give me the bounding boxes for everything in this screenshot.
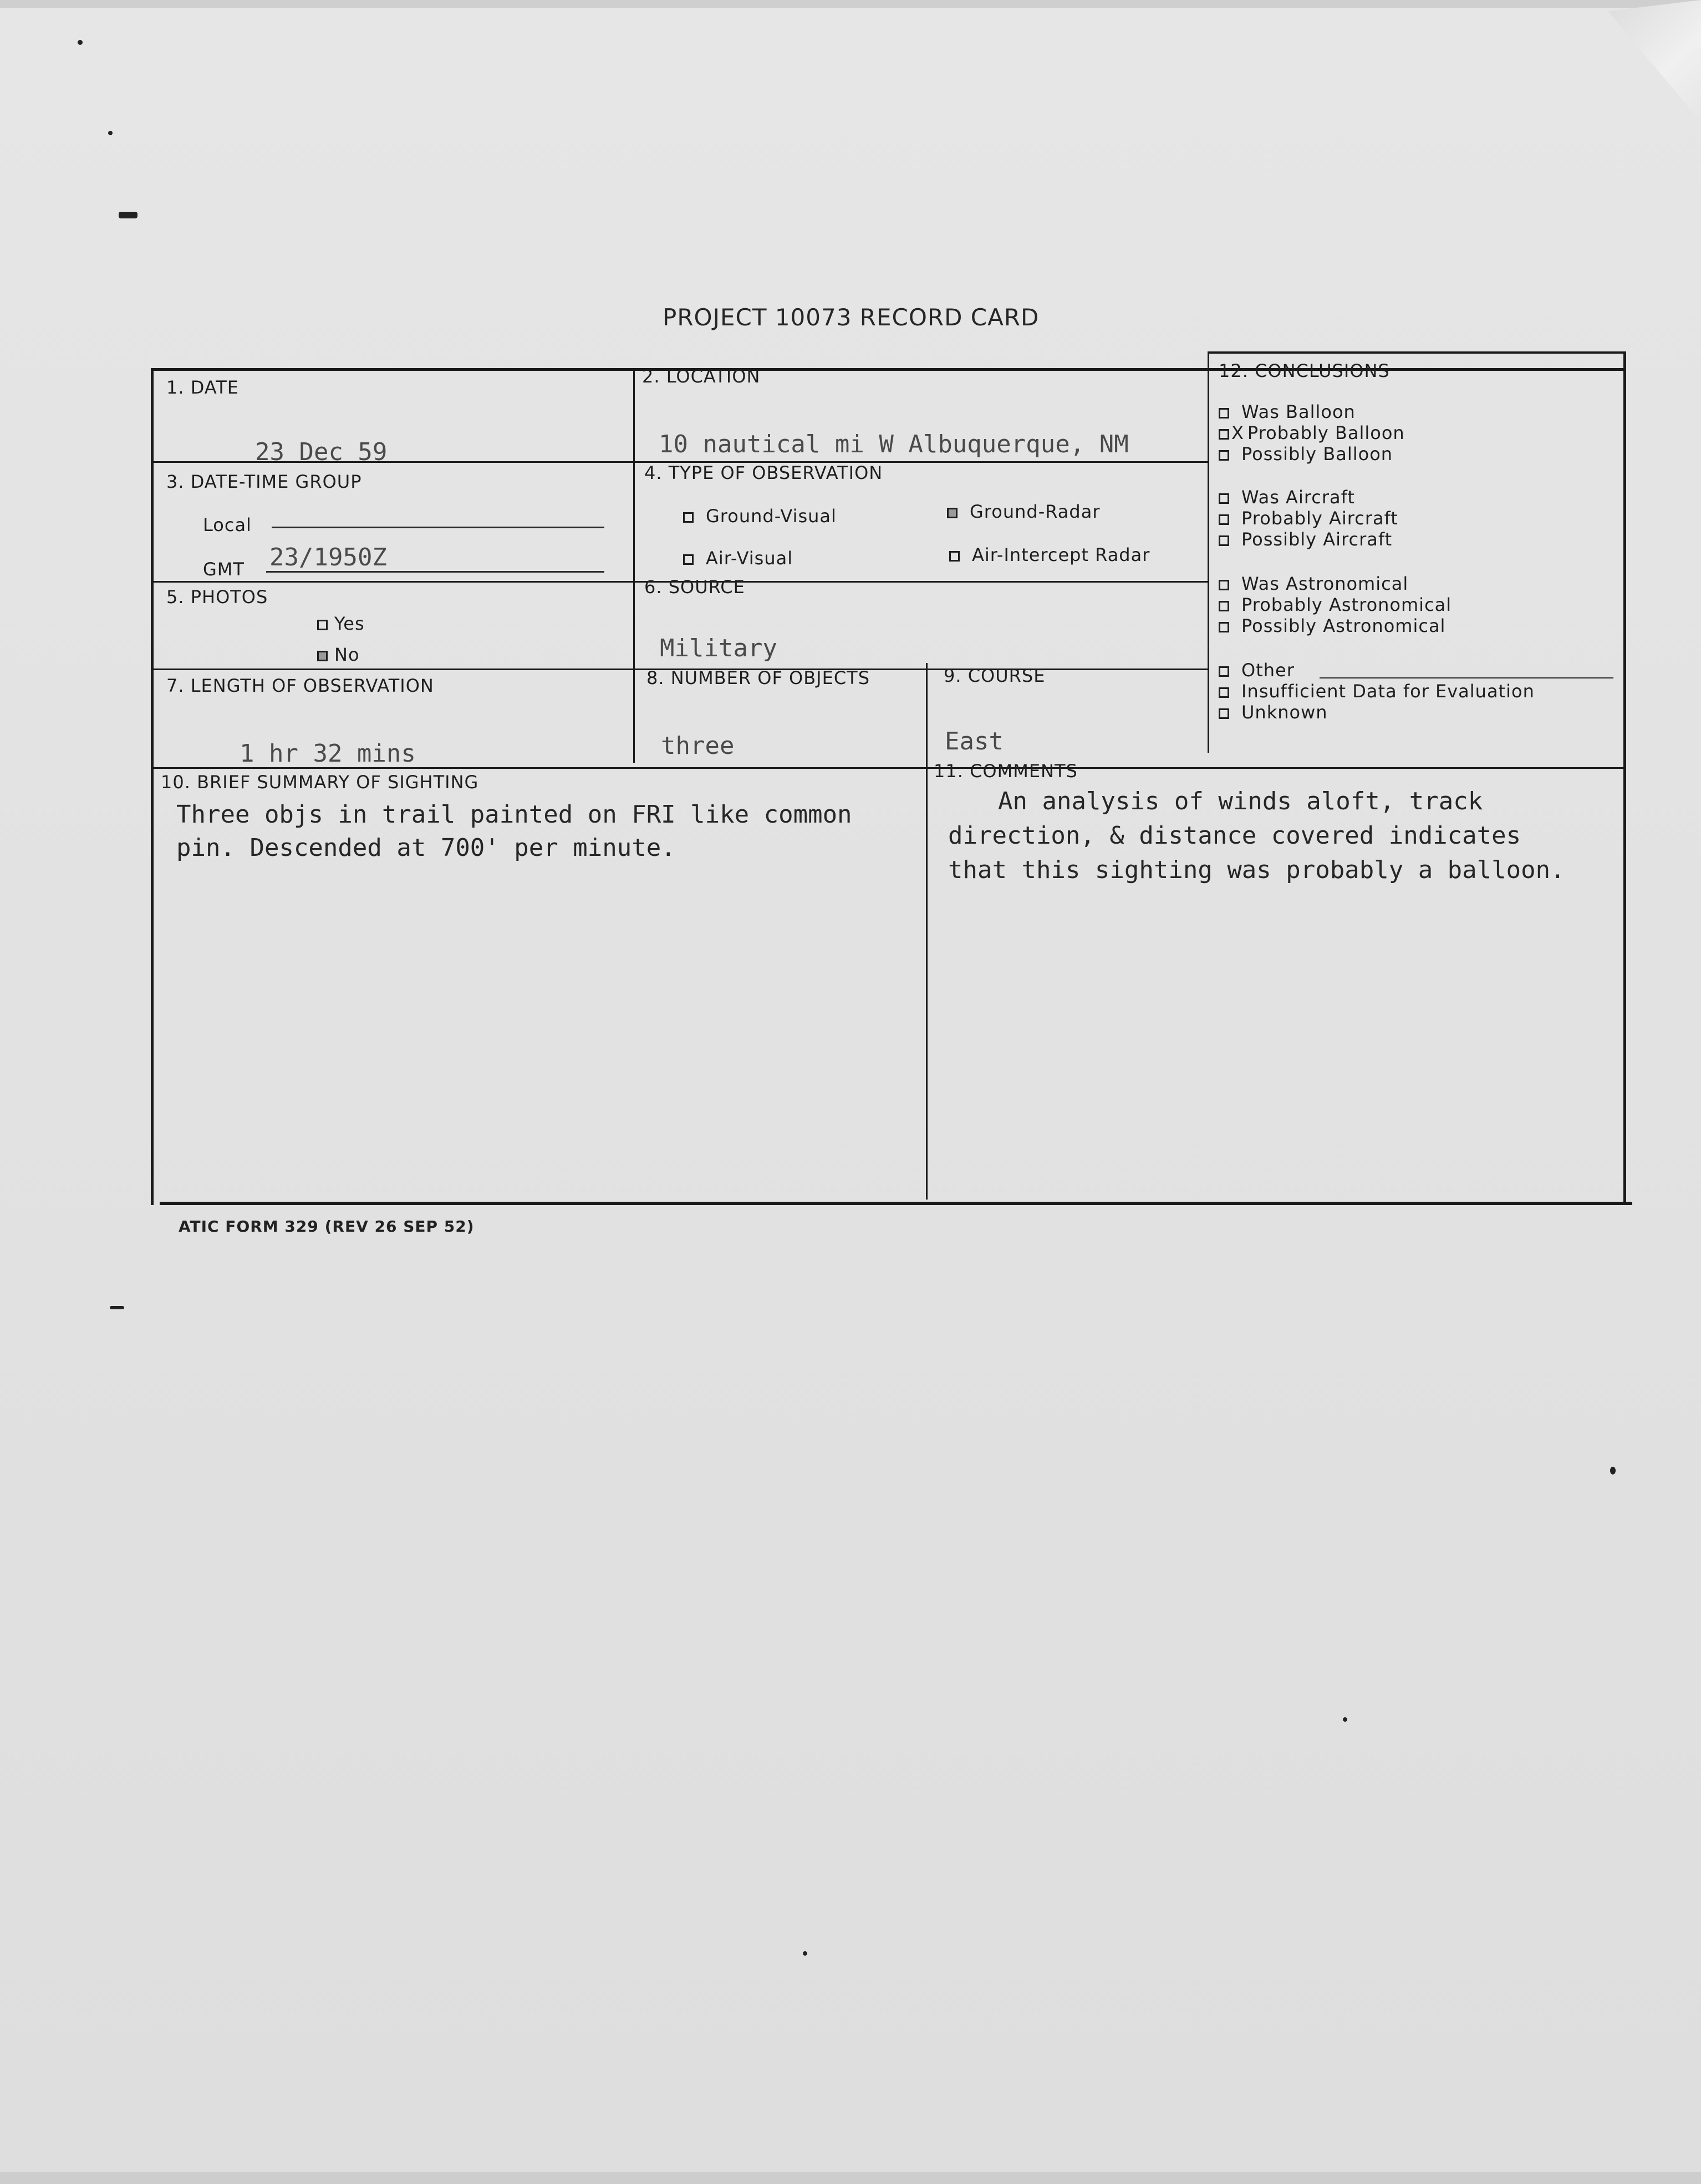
location-label: 2. LOCATION: [642, 366, 761, 387]
gmt-label: GMT: [203, 559, 245, 580]
checkbox-icon: [683, 554, 694, 565]
photos-label: 5. PHOTOS: [166, 586, 268, 608]
local-line: [272, 527, 604, 528]
checkbox-icon: [1219, 580, 1229, 590]
checkbox-icon: [1219, 666, 1229, 677]
comments-line-3: that this sighting was probably a balloon.: [948, 856, 1565, 884]
other-line: [1320, 677, 1613, 678]
option-ground-visual[interactable]: Ground-Visual: [683, 506, 837, 527]
option-photos-no[interactable]: No: [317, 644, 360, 665]
local-label: Local: [203, 514, 252, 535]
option-other[interactable]: Other: [1219, 660, 1295, 681]
option-air-intercept-radar[interactable]: Air-Intercept Radar: [949, 544, 1150, 565]
date-value: 23 Dec 59: [255, 438, 388, 466]
option-possibly-aircraft[interactable]: Possibly Aircraft: [1219, 529, 1392, 550]
option-insufficient-data[interactable]: Insufficient Data for Evaluation: [1219, 681, 1535, 702]
conclusions-label: 12. CONCLUSIONS: [1219, 360, 1390, 381]
length-of-observation-value: 1 hr 32 mins: [240, 739, 416, 768]
checkbox-icon: [317, 620, 328, 630]
number-of-objects-label: 8. NUMBER OF OBJECTS: [646, 667, 870, 688]
checkbox-icon: [1219, 708, 1229, 719]
checkbox-icon: [1219, 514, 1229, 525]
number-of-objects-value: three: [661, 732, 735, 760]
summary-line-1: Three objs in trail painted on FRI like common: [176, 800, 852, 829]
option-photos-yes[interactable]: Yes: [317, 613, 365, 634]
source-label: 6. SOURCE: [644, 576, 745, 598]
option-air-visual[interactable]: Air-Visual: [683, 548, 793, 569]
comments-line-2: direction, & distance covered indicates: [948, 821, 1521, 850]
location-value: 10 nautical mi W Albuquerque, NM: [659, 430, 1129, 458]
comments-label: 11. COMMENTS: [934, 761, 1078, 782]
option-was-balloon[interactable]: Was Balloon: [1219, 401, 1356, 422]
option-unknown[interactable]: Unknown: [1219, 702, 1328, 723]
option-probably-balloon[interactable]: X Probably Balloon: [1219, 422, 1405, 443]
summary-label: 10. BRIEF SUMMARY OF SIGHTING: [161, 772, 479, 793]
divider-v-2: [1208, 351, 1209, 753]
divider-v-3: [926, 663, 928, 1200]
course-label: 9. COURSE: [944, 665, 1046, 686]
length-of-observation-label: 7. LENGTH OF OBSERVATION: [166, 675, 434, 696]
checkbox-icon: [1219, 450, 1229, 461]
checked-checkbox-icon: [1219, 429, 1229, 440]
checkbox-icon: [1219, 535, 1229, 546]
card-border-right: [1623, 351, 1626, 1205]
date-label: 1. DATE: [166, 377, 239, 398]
card-border-top: [151, 368, 1626, 371]
option-ground-radar[interactable]: Ground-Radar: [947, 501, 1100, 522]
comments-line-1: An analysis of winds aloft, track: [998, 787, 1483, 815]
checkbox-icon: [1219, 687, 1229, 698]
conclusions-border-top: [1209, 351, 1626, 354]
checked-checkbox-icon: [947, 508, 958, 518]
divider-v-1: [633, 368, 635, 763]
option-probably-aircraft[interactable]: Probably Aircraft: [1219, 508, 1398, 529]
form-number: ATIC FORM 329 (REV 26 SEP 52): [179, 1217, 475, 1236]
checkbox-icon: [1219, 408, 1229, 419]
option-probably-astronomical[interactable]: Probably Astronomical: [1219, 594, 1452, 615]
option-was-aircraft[interactable]: Was Aircraft: [1219, 487, 1355, 508]
date-time-group-label: 3. DATE-TIME GROUP: [166, 471, 362, 492]
checked-checkbox-icon: [317, 651, 328, 661]
type-of-observation-label: 4. TYPE OF OBSERVATION: [644, 462, 883, 483]
card-title: PROJECT 10073 RECORD CARD: [663, 304, 1040, 331]
checkbox-icon: [1219, 493, 1229, 504]
checkbox-icon: [683, 512, 694, 523]
card-border-left: [151, 368, 154, 1205]
checkbox-icon: [949, 551, 960, 562]
option-possibly-balloon[interactable]: Possibly Balloon: [1219, 443, 1393, 465]
course-value: East: [945, 727, 1004, 756]
card-border-bottom: [160, 1202, 1632, 1205]
checkbox-icon: [1219, 601, 1229, 611]
summary-line-2: pin. Descended at 700' per minute.: [176, 834, 676, 862]
option-was-astronomical[interactable]: Was Astronomical: [1219, 573, 1408, 594]
source-value: Military: [660, 634, 777, 662]
option-possibly-astronomical[interactable]: Possibly Astronomical: [1219, 615, 1445, 636]
gmt-value: 23/1950Z: [269, 543, 387, 571]
checkbox-icon: [1219, 622, 1229, 632]
